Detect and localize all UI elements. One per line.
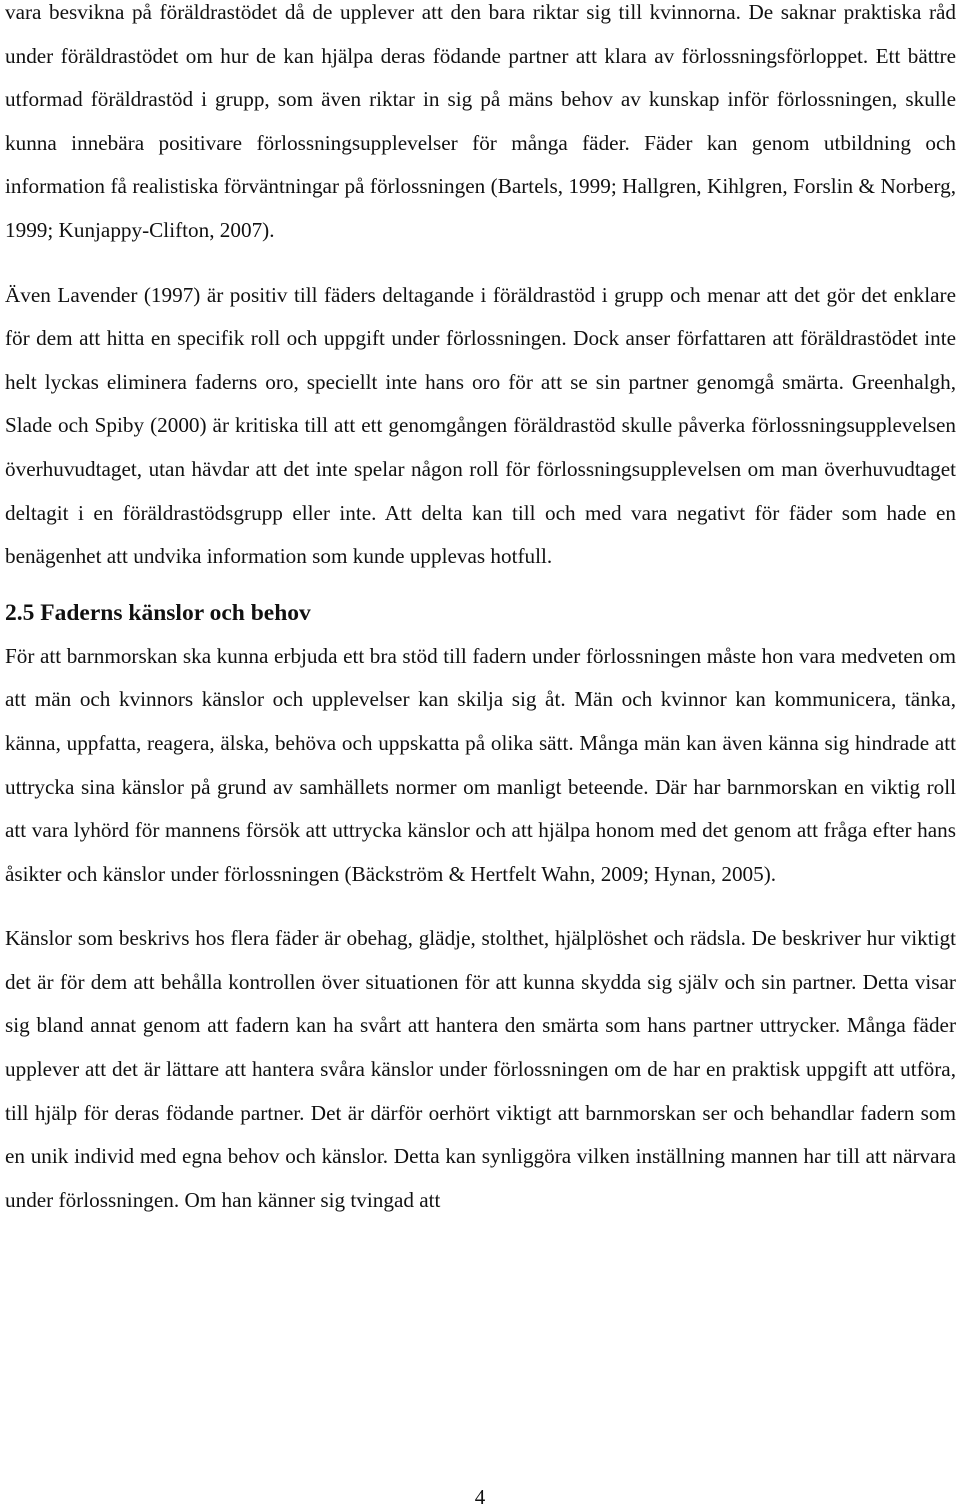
- page-number: 4: [474, 1485, 486, 1509]
- paragraph-spacer: [5, 253, 956, 274]
- body-paragraph-3: För att barnmorskan ska kunna erbjuda ett bra stöd till fadern under förlossningen måste hon vara medveten om att män och kvinnors känslor och upplevelser kan skilja sig åt. Män och kvinnor kan kommunicera, tänka, känna, uppfatta, reagera, älska, behöva och uppskatta på olika sätt. Många män kan även känna sig hindrade att uttrycka sina känslor på grund av samhällets normer om manligt beteende. Där har barnmorskan en viktig roll att vara lyhörd för mannens försök att uttrycka känslor och att hjälpa honom med det genom att fråga efter hans åsikter och känslor under förlossningen (Bäckström & Hertfelt Wahn, 2009; Hynan, 2005).: [5, 643, 956, 886]
- body-paragraph-1: vara besvikna på föräldrastödet då de upplever att den bara riktar sig till kvinnorna. De saknar praktiska råd under föräldrastödet om hur de kan hjälpa deras födande partner att klara av förlossningsförloppet. Ett bättre utformad föräldrastöd i grupp, som även riktar in sig på mäns behov av kunskap inför förlossningen, skulle kunna innebära positivare förlossningsupplevelser för många fäder. Fäder kan genom utbildning och information få realistiska förväntningar på förlossningen (Bartels, 1999; Hallgren, Kihlgren, Forslin & Norberg, 1999; Kunjappy-Clifton, 2007).: [5, 0, 956, 242]
- section-heading: 2.5 Faderns känslor och behov: [5, 599, 311, 626]
- body-paragraph-4: Känslor som beskrivs hos flera fäder är obehag, glädje, stolthet, hjälplöshet och rädsla. De beskriver hur viktigt det är för dem att behålla kontrollen över situationen för att kunna skydda sig själv och sin partner. Detta visar sig bland annat genom att fadern kan ha svårt att hantera den smärta som hans partner uttrycker. Många fäder upplever att det är lättare att hantera svåra känslor under förlossningen om de har en praktisk uppgift att utföra, till hjälp för deras födande partner. Det är därför oerhört viktigt att barnmorskan ser och behandlar fadern som en unik individ med egna behov och känslor. Detta kan synliggöra vilken inställning mannen har till att närvara under förlossningen. Om han känner sig tvingad att: [5, 926, 956, 1212]
- document-page: [5, 0, 956, 1222]
- body-paragraph-2: Även Lavender (1997) är positiv till fäders deltagande i föräldrastöd i grupp och menar att det gör det enklare för dem att hitta en specifik roll och uppgift under förlossningen. Dock anser författaren att föräldrastödet inte helt lyckas eliminera faderns oro, speciellt inte hans oro för att se sin partner genomgå smärta. Greenhalgh, Slade och Spiby (2000) är kritiska till att ett genomgången föräldrastöd skulle påverka förlossningsupplevelsen överhuvudtaget, utan hävdar att det inte spelar någon roll för förlossningsupplevelsen om man överhuvudtaget deltagit i en föräldrastödsgrupp eller inte. Att delta kan till och med vara negativt för fäder som hade en benägenhet att undvika information som kunde upplevas hotfull.: [5, 282, 956, 569]
- paragraph-spacer: [5, 896, 956, 917]
